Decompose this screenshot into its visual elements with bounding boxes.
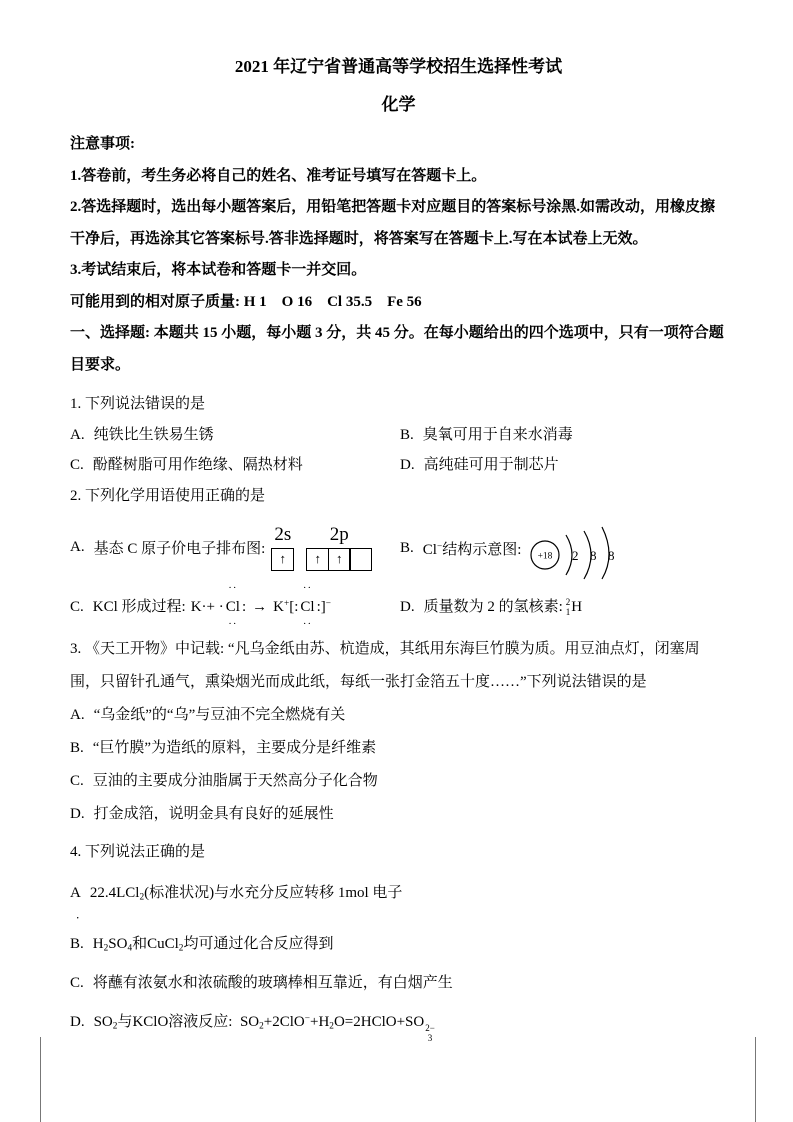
question-2-options-cd — [70, 582, 727, 630]
orbital-2s-group — [271, 525, 294, 571]
dots-top: ·· — [228, 582, 238, 595]
option-label: B. — [70, 936, 84, 952]
orbital-box: ↑ — [306, 548, 329, 571]
lewis-colon: : — [241, 599, 247, 615]
option-label: A. — [70, 539, 85, 556]
option-text: 质量数为 2 的氢核素: — [423, 599, 563, 615]
orbital-2p-label: 2p — [329, 524, 349, 546]
shell-electron-count: 8 — [608, 548, 615, 563]
question-3-stem: 3. 《天工开物》中记载: “凡乌金纸由苏、杭造成，其纸用东海巨竹膜为质。用豆油点灯，闭塞周围，只留针孔通气，熏染烟光而成此纸，每纸一张打金箔五十度……”下列说法错误的是 — [70, 641, 700, 690]
option-text: “巨竹膜”为造纸的原料，主要成分是纤维素 — [92, 740, 377, 756]
shell-electron-count: 8 — [590, 548, 597, 563]
orbital-diagram — [271, 525, 372, 571]
option-label: B. — [400, 427, 414, 443]
question-2-options-ab — [70, 515, 727, 581]
nuclide-symbol: H — [571, 599, 583, 615]
option-formula: $SO_2$与KClO溶液反应: $SO_2+2ClO^-+H_2O=2HClO+SO$ 2− 3 — [93, 1013, 435, 1043]
option-2d — [400, 590, 582, 624]
nucleus-charge: +18 — [537, 551, 553, 562]
option-text: 豆油的主要成分油脂属于天然高分子化合物 — [92, 773, 378, 789]
orbital-2s-label: 2s — [274, 524, 292, 546]
option-2c — [70, 582, 400, 630]
option-text: 酚醛树脂可用作绝缘、隔热材料 — [92, 457, 303, 473]
page-edge-line-left — [40, 1037, 41, 1122]
option-label: D. — [70, 806, 85, 822]
option-1c — [70, 450, 400, 480]
option-3a — [70, 699, 727, 732]
option-text: Cl−结构示意图: — [422, 541, 522, 558]
option-4d — [70, 1009, 727, 1043]
option-3b — [70, 732, 727, 765]
option-label: D. — [70, 1014, 85, 1030]
notice-item-3: 3.考试结束后，将本试卷和答题卡一并交回。 — [70, 262, 367, 278]
notice-item-2: 2.答选择题时，选出每小题答案后，用铅笔把答题卡对应题目的答案标号涂黑.如需改动，用橡皮擦干净后，再选涂其它答案标号.答非选择题时，将答案写在答题卡上.写在本试卷上无效。 — [70, 199, 716, 247]
lewis-reactants: K·+ · — [190, 599, 224, 615]
option-1b — [400, 420, 727, 450]
bracket-open: [: — [289, 599, 299, 615]
option-4c — [70, 970, 727, 997]
option-label: C. — [70, 773, 84, 789]
nuclide-mass-number: 2 1 — [565, 596, 571, 617]
option-formula: 将蘸有浓氨水和浓硫酸的玻璃棒相互靠近，有白烟产生 — [92, 975, 453, 991]
option-text: KCl 形成过程: — [92, 599, 186, 615]
option-label: C. — [70, 457, 84, 473]
option-label: A. — [70, 707, 85, 723]
cl-symbol: Cl — [300, 599, 315, 615]
stray-period-artifact: ． — [76, 909, 87, 921]
option-label: C. — [70, 599, 84, 615]
shell-electron-count: 2 — [572, 548, 579, 563]
chloride-shell-diagram — [526, 515, 626, 581]
option-formula: $H_2SO_4$和CuCl$_2$均可通过化合反应得到 — [92, 936, 334, 954]
option-text: 打金成箔，说明金具有良好的延展性 — [93, 806, 334, 822]
option-formula: 22.4LCl$_2$(标准状况)与水充分反应转移 1mol 电子 — [89, 885, 403, 903]
dots-bottom: ·· — [302, 617, 313, 630]
question-4-stem: 4. 下列说法正确的是 — [70, 844, 206, 860]
bracket-close: :] — [316, 599, 326, 615]
cl-symbol: Cl — [225, 599, 240, 615]
k-charge: + — [283, 598, 290, 609]
reaction-arrow: → — [252, 599, 268, 615]
page-edge-line-right — [755, 1037, 756, 1122]
section-heading: 一、选择题: 本题共 15 小题，每小题 3 分，共 45 分。在每小题给出的四个选项中，只有一项符合题目要求。 — [70, 325, 724, 373]
option-4a — [70, 880, 727, 907]
question-2-stem: 2. 下列化学用语使用正确的是 — [70, 488, 266, 504]
option-3d — [70, 798, 727, 831]
option-label: B. — [70, 740, 84, 756]
ion-charge: − — [325, 598, 331, 609]
option-text: 纯铁比生铁易生锈 — [93, 427, 214, 443]
option-2a — [70, 525, 400, 571]
question-1-options — [70, 420, 727, 480]
atomic-mass-line: 可能用到的相对原子质量: H 1 O 16 Cl 35.5 Fe 56 — [70, 293, 422, 310]
kcl-formation-lewis-structure — [190, 582, 331, 630]
option-text: “乌金纸”的“乌”与豆油不完全燃烧有关 — [93, 707, 346, 723]
orbital-box: ↑ — [271, 548, 294, 571]
k-ion: K — [273, 599, 284, 615]
orbital-2p-group — [306, 525, 372, 571]
exam-subject: 化学 — [381, 95, 416, 114]
exam-title: 2021 年辽宁省普通高等学校招生选择性考试 — [234, 57, 563, 76]
question-1-stem: 1. 下列说法错误的是 — [70, 396, 206, 412]
dots-bottom: ·· — [228, 617, 238, 630]
option-label: D. — [400, 457, 415, 473]
option-label: B. — [400, 539, 414, 556]
cl-atom-with-dots — [225, 582, 240, 630]
notice-item-1: 1.答卷前，考生务必将自己的姓名、准考证号填写在答题卡上。 — [70, 167, 487, 184]
option-4b — [70, 931, 727, 958]
cl-atom-with-dots — [300, 582, 315, 630]
dots-top: ·· — [302, 582, 313, 595]
notice-heading: 注意事项: — [70, 136, 135, 152]
option-label: D. — [400, 599, 415, 615]
option-text: 基态 C 原子价电子排布图: — [93, 541, 266, 558]
option-text: 高纯硅可用于制芯片 — [423, 457, 559, 473]
orbital-box — [349, 548, 372, 571]
option-label: A. — [70, 427, 85, 443]
orbital-box: ↑ — [328, 548, 351, 571]
option-1a — [70, 420, 400, 450]
option-3c — [70, 765, 727, 798]
option-label: A — [70, 885, 81, 901]
option-text: 臭氧可用于自来水消毒 — [422, 427, 573, 443]
option-2b — [400, 515, 626, 581]
option-label: C. — [70, 975, 84, 991]
option-1d — [400, 450, 727, 480]
